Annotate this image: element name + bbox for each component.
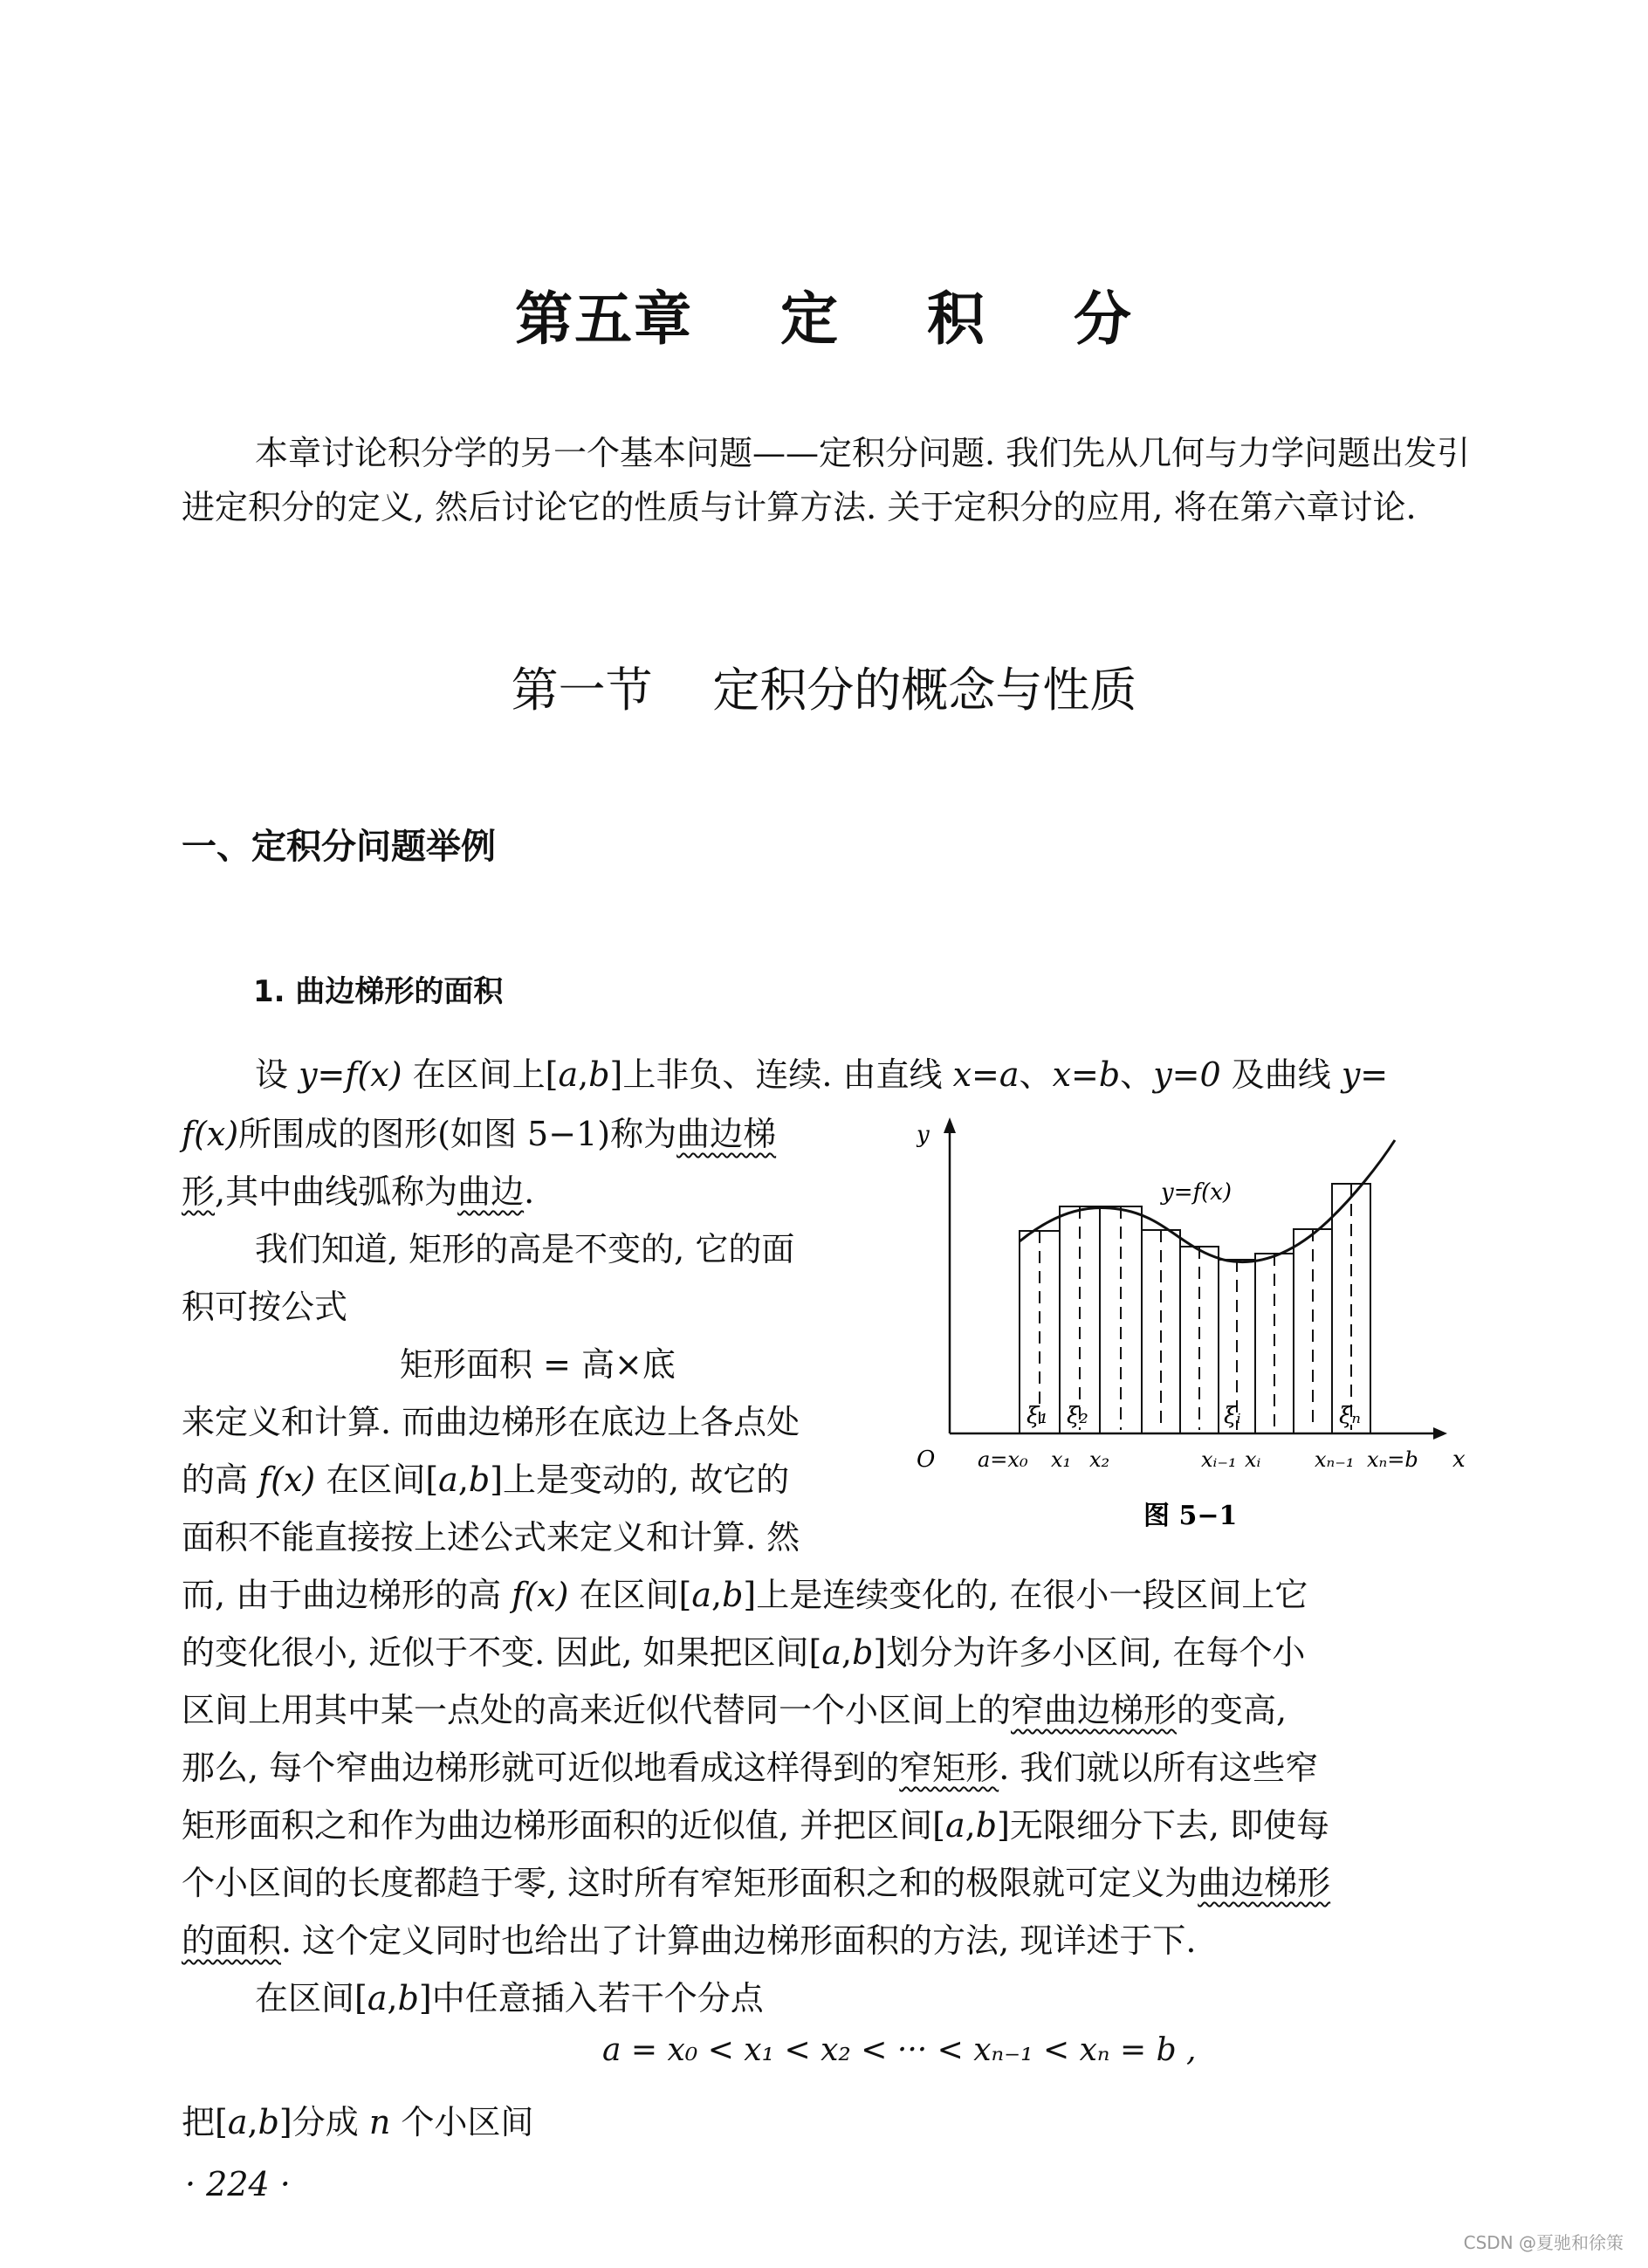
x-label-xi-1: xᵢ₋₁ [1201,1447,1237,1472]
body-line-15: 的面积. 这个定义同时也给出了计算曲边梯形面积的方法, 现详述于下. [182,1921,1197,1960]
page-number: · 224 · [185,2165,291,2203]
body-line-7: 的高 f(x) 在区间[a,b]上是变动的, 故它的 [182,1460,790,1499]
term-curved-trapezoid-area: 曲边梯形 [1198,1864,1331,1902]
body-line-3: 形,其中曲线弧称为曲边. [182,1172,535,1211]
xi-label-i: ξᵢ [1224,1403,1241,1429]
section-title: 第一节 定积分的概念与性质 [511,663,1137,718]
body-line-16: 在区间[a,b]中任意插入若干个分点 [255,1979,764,2017]
formula-rect-area: 矩形面积 = 高×底 [400,1345,676,1384]
body-line-5: 积可按公式 [182,1288,348,1326]
x-axis-arrow [1433,1427,1447,1440]
x-label-xn-1: xₙ₋₁ [1315,1447,1355,1472]
origin-label: O [917,1447,936,1473]
body-line-9: 而, 由于曲边梯形的高 f(x) 在区间[a,b]上是连续变化的, 在很小一段区间上它 [182,1576,1308,1614]
body-line-11: 区间上用其中某一点处的高来近似代替同一个小区间上的窄曲边梯形的变高, [182,1691,1288,1729]
curve-label: y=f(x) [1161,1179,1233,1206]
body-line-12: 那么, 每个窄曲边梯形就可近似地看成这样得到的窄矩形. 我们就以所有这些窄 [182,1749,1319,1787]
body-line-2: f(x)所围成的图形(如图 5−1)称为曲边梯 [182,1115,777,1153]
term-narrow-rectangle: 窄矩形 [899,1749,999,1787]
body-line-8: 面积不能直接按上述公式来定义和计算. 然 [182,1518,800,1557]
intro-text: 本章讨论积分学的另一个基本问题——定积分问题. 我们先从几何与力学问题出发引进定积分的定义, 然后讨论它的性质与计算方法. 关于定积分的应用, 将在第六章讨论. [182,434,1471,526]
xi-label-n: ξₙ [1339,1403,1361,1429]
x-axis-label: x [1452,1447,1466,1473]
body-line-6: 来定义和计算. 而曲边梯形在底边上各点处 [182,1403,800,1441]
chapter-title: 第五章 定 积 分 [515,285,1133,353]
term-curved-trapezoid: 曲边梯 [676,1115,777,1153]
y-axis-arrow [944,1117,956,1133]
x-label-x2: x₂ [1089,1447,1110,1472]
y-axis-label: y [917,1122,930,1148]
xi-label-1: ξ₁ [1027,1403,1048,1429]
term-narrow-curved-trapezoid: 窄曲边梯形 [1011,1691,1178,1729]
subsection-title: 一、定积分问题举例 [182,827,496,867]
body-line-4: 我们知道, 矩形的高是不变的, 它的面 [255,1230,795,1268]
x-label-x1: x₁ [1051,1447,1072,1472]
body-line-10: 的变化很小, 近似于不变. 因此, 如果把区间[a,b]划分为许多小区间, 在每个小 [182,1633,1306,1672]
term-curved-edge: 曲边 [457,1172,525,1211]
body-line-17: 把[a,b]分成 n 个小区间 [182,2103,534,2141]
figure-caption: 图 5−1 [1143,1501,1238,1531]
intro-paragraph [182,426,1487,534]
x-label-xi: xᵢ [1245,1447,1261,1472]
x-label-xn-b: xₙ=b [1367,1447,1418,1472]
body-line-13: 矩形面积之和作为曲边梯形面积的近似值, 并把区间[a,b]无限细分下去, 即使每 [182,1806,1330,1845]
x-label-a-x0: a=x₀ [978,1447,1028,1472]
xi-label-2: ξ₂ [1067,1403,1088,1429]
figure-5-1 [917,1102,1475,1556]
watermark: CSDN @夏驰和徐策 [1463,2232,1624,2253]
formula-partition-points: a = x₀ < x₁ < x₂ < ··· < xₙ₋₁ < xₙ = b , [602,2032,1197,2068]
body-line-14: 个小区间的长度都趋于零, 这时所有窄矩形面积之和的极限就可定义为曲边梯形 [182,1864,1331,1902]
body-line-1: 设 y=f(x) 在区间上[a,b]上非负、连续. 由直线 x=a、x=b、y=0 及曲线 y= [255,1055,1389,1094]
dashed-lines [1040,1184,1351,1430]
subsubsection-title: 1. 曲边梯形的面积 [253,974,504,1009]
rectangles [1020,1184,1370,1433]
